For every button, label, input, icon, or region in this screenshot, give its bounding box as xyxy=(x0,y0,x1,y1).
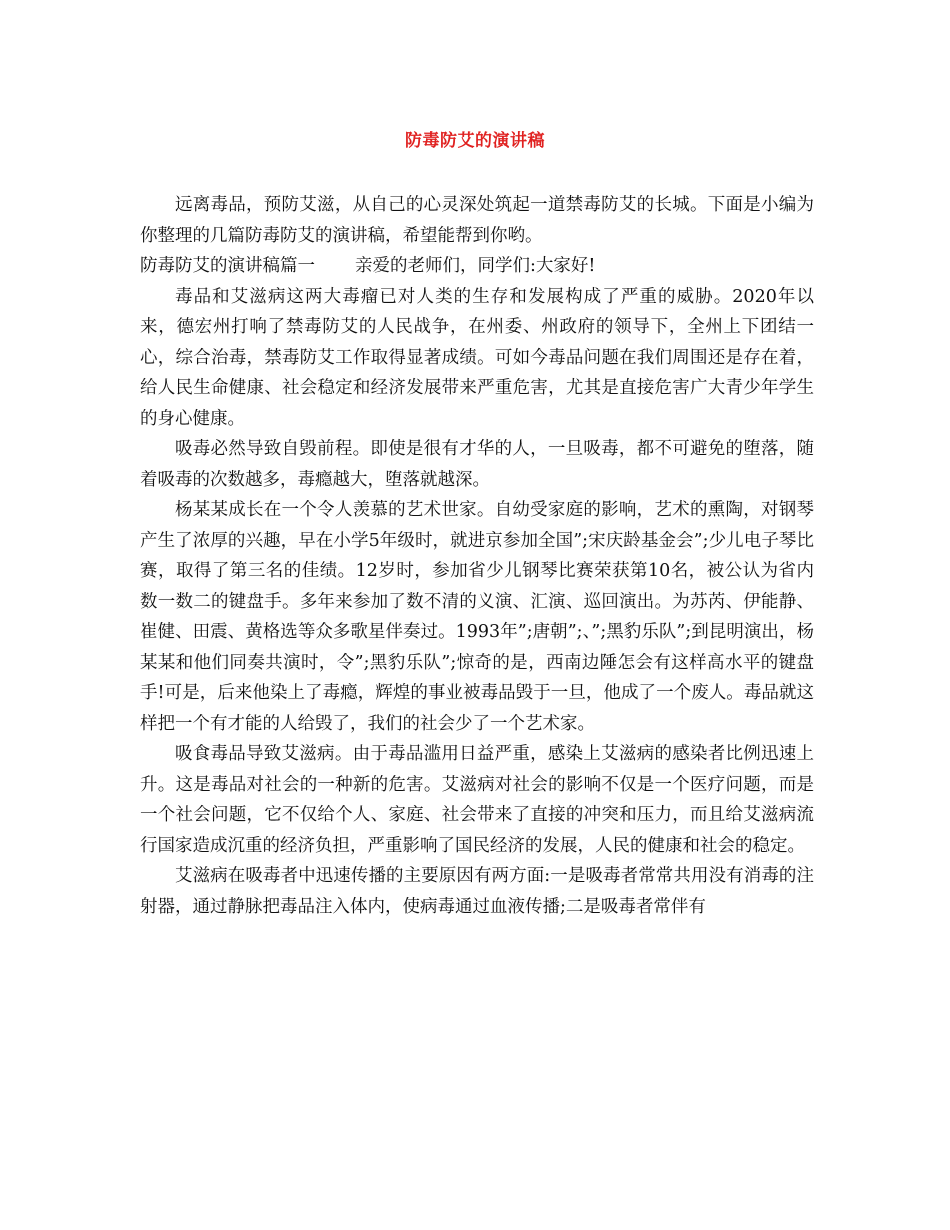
document-title: 防毒防艾的演讲稿 xyxy=(405,131,545,151)
section-heading: 防毒防艾的演讲稿篇一 xyxy=(140,256,315,276)
body-paragraph-5: 艾滋病在吸毒者中迅速传播的主要原因有两方面:一是吸毒者常常共用没有消毒的注射器，通过静脉把毒品注入体内，使病毒通过血液传播;二是吸毒者常伴有 xyxy=(140,866,814,917)
intro-paragraph: 远离毒品，预防艾滋，从自己的心灵深处筑起一道禁毒防艾的长城。下面是小编为你整理的几篇防毒防艾的演讲稿，希望能帮到你哟。 xyxy=(140,195,814,246)
greeting: 亲爱的老师们，同学们:大家好! xyxy=(355,256,596,276)
body-paragraph-4: 吸食毒品导致艾滋病。由于毒品滥用日益严重，感染上艾滋病的感染者比例迅速上升。这是毒品对社会的一种新的危害。艾滋病对社会的影响不仅是一个医疗问题，而是一个社会问题，它不仅给个人、家庭、社会带来了直接的冲突和压力，而且给艾滋病流行国家造成沉重的经济负担，严重影响了国民经济的发展，人民的健康和社会的稳定。 xyxy=(140,744,814,856)
body-paragraph-1: 毒品和艾滋病这两大毒瘤已对人类的生存和发展构成了严重的威胁。2020年以来，德宏州打响了禁毒防艾的人民战争，在州委、州政府的领导下，全州上下团结一心，综合治毒，禁毒防艾工作取得显著成绩。可如今毒品问题在我们周围还是存在着，给人民生命健康、社会稳定和经济发展带来严重危害，尤其是直接危害广大青少年学生的身心健康。 xyxy=(140,286,814,429)
section-heading-line xyxy=(140,251,814,282)
body-paragraph-2: 吸毒必然导致自毁前程。即使是很有才华的人，一旦吸毒，都不可避免的堕落，随着吸毒的次数越多，毒瘾越大，堕落就越深。 xyxy=(140,439,814,490)
body-paragraph-3: 杨某某成长在一个令人羡慕的艺术世家。自幼受家庭的影响，艺术的熏陶，对钢琴产生了浓厚的兴趣，早在小学5年级时，就进京参加全国”;宋庆龄基金会”;少儿电子琴比赛，取得了第三名的佳绩。12岁时，参加省少儿钢琴比赛荣获第10名，被公认为省内数一数二的键盘手。多年来参加了数不清的义演、汇演、巡回演出。为苏芮、伊能静、崔健、田震、黄格选等众多歌星伴奏过。1993年”;唐朝”;、”;黑豹乐队”;到昆明演出，杨某某和他们同奏共演时，令”;黑豹乐队”;惊奇的是，西南边陲怎会有这样高水平的键盘手!可是，后来他染上了毒瘾，辉煌的事业被毒品毁于一旦，他成了一个废人。毒品就这样把一个有才能的人给毁了，我们的社会少了一个艺术家。 xyxy=(140,500,814,734)
document-body xyxy=(140,190,814,922)
